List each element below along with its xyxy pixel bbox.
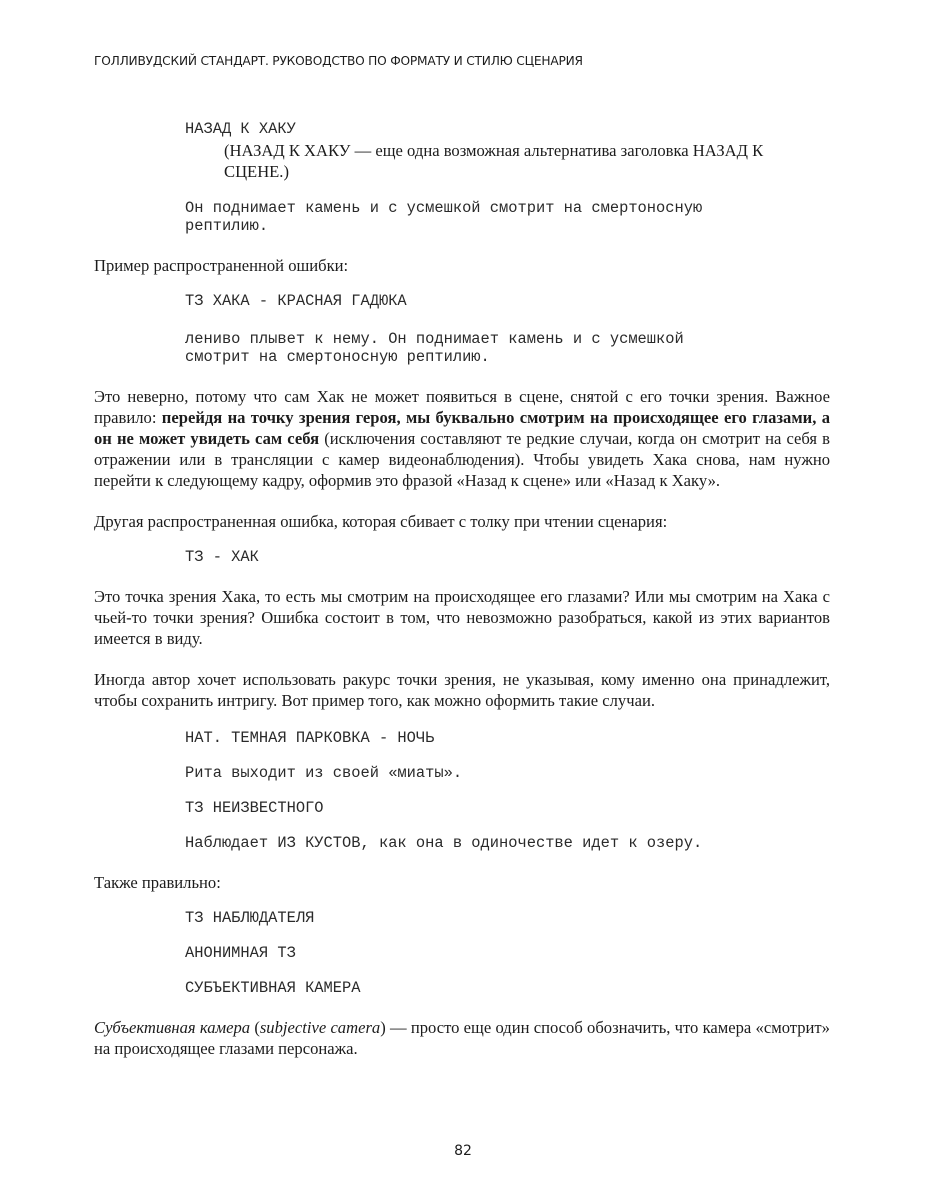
term-italic: Субъективная камера	[94, 1018, 251, 1037]
script-heading-pov-hak: ТЗ - ХАК	[185, 548, 259, 566]
script-action-line: Он поднимает камень и с усмешкой смотрит на смертоносную	[185, 199, 703, 217]
paragraph-error-example: Пример распространенной ошибки:	[94, 256, 349, 275]
paragraph-text: (исключения составляют те редкие случаи, когда он смотрит на себя в отражении или в трансляции с камер видеонаблюдения). Чтобы увидеть Хака снова, нам нужно перейти к следующему кадру, оформив это фразой «Назад к сцене» или «Назад к Хаку».	[94, 429, 830, 490]
paragraph-question: Это точка зрения Хака, то есть мы смотрим на происходящее его глазами? Или мы смотрим на Хака с чьей-то точки зрения? Ошибка состоит в том, что невозможно разобраться, какой из этих вариантов имеется в виду.	[94, 587, 830, 648]
script-action-line: смотрит на смертоносную рептилию.	[185, 348, 490, 366]
script-heading-pov-observer: ТЗ НАБЛЮДАТЕЛЯ	[185, 909, 315, 927]
term-italic-english: subjective camera	[259, 1018, 381, 1037]
paragraph-other-error: Другая распространенная ошибка, которая сбивает с толку при чтении сценария:	[94, 512, 668, 531]
script-action-line: Наблюдает ИЗ КУСТОВ, как она в одиночестве идет к озеру.	[185, 834, 703, 852]
paragraph-wrong-explanation	[94, 386, 830, 491]
script-heading-anonymous-pov: АНОНИМНАЯ ТЗ	[185, 944, 296, 962]
page-number: 82	[454, 1143, 472, 1159]
important-rule-bold: перейдя на точку зрения героя, мы буквально смотрим на происходящее его глазами, а он не может увидеть сам себя	[94, 408, 830, 448]
script-action-line: рептилию.	[185, 217, 269, 235]
paragraph-text: Это неверно, потому что сам Хак не может появиться в сцене, снятой с его точки зрения. Важное правило:	[94, 387, 830, 427]
paragraph-intrigue: Иногда автор хочет использовать ракурс точки зрения, не указывая, кому именно она принадлежит, чтобы сохранить интригу. Вот пример того, как можно оформить такие случаи.	[94, 670, 830, 710]
script-scene-heading-parking: НАТ. ТЕМНАЯ ПАРКОВКА - НОЧЬ	[185, 729, 435, 747]
page-body	[94, 120, 830, 1079]
paragraph-text: ) — просто еще один способ обозначить, что камера «смотрит» на происходящее глазами персонажа.	[94, 1018, 830, 1058]
script-heading-pov-unknown: ТЗ НЕИЗВЕСТНОГО	[185, 799, 324, 817]
paragraph-also-correct: Также правильно:	[94, 873, 221, 892]
script-action-line: Рита выходит из своей «миаты».	[185, 764, 463, 782]
running-header: ГОЛЛИВУДСКИЙ СТАНДАРТ. РУКОВОДСТВО ПО ФОРМАТУ И СТИЛЮ СЦЕНАРИЯ	[94, 54, 583, 68]
paragraph-text: (	[250, 1018, 260, 1037]
script-heading-pov-hak-viper: ТЗ ХАКА - КРАСНАЯ ГАДЮКА	[185, 292, 407, 310]
script-action-line: лениво плывет к нему. Он поднимает камень и с усмешкой	[185, 330, 684, 348]
script-heading-subjective-camera: СУБЪЕКТИВНАЯ КАМЕРА	[185, 979, 361, 997]
paragraph-subjective-camera	[94, 1017, 830, 1059]
script-note: (НАЗАД К ХАКУ — еще одна возможная альтернатива заголовка НАЗАД К СЦЕНЕ.)	[224, 141, 764, 181]
script-heading-back-to-hak: НАЗАД К ХАКУ	[185, 120, 296, 138]
